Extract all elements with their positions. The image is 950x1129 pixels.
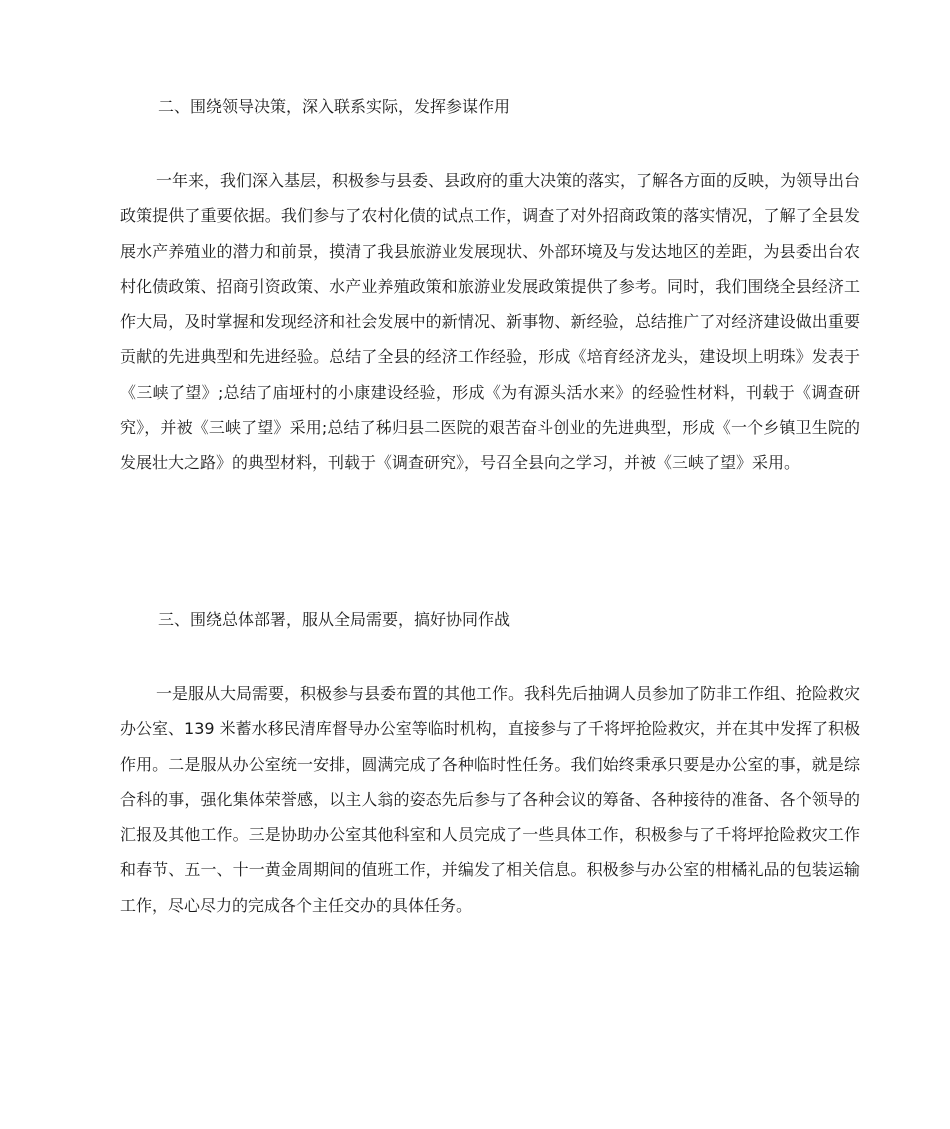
section-heading-2: 二、围绕领导决策，深入联系实际，发挥参谋作用 <box>158 97 511 116</box>
section-heading-3: 三、围绕总体部署，服从全局需要，搞好协同作战 <box>158 610 511 629</box>
section-paragraph-2: 一年来，我们深入基层，积极参与县委、县政府的重大决策的落实，了解各方面的反映，为领导出台政策提供了重要依据。我们参与了农村化债的试点工作，调查了对外招商政策的落实情况，了解了全县发展水产养殖业的潜力和前景，摸清了我县旅游业发展现状、外部环境及与发达地区的差距，为县委出台农村化债政策、招商引资政策、水产业养殖政策和旅游业发展政策提供了参考。同时，我们围绕全县经济工作大局，及时掌握和发现经济和社会发展中的新情况、新事物、新经验，总结推广了对经济建设做出重要贡献的先进典型和先进经验。总结了全县的经济工作经验，形成《培育经济龙头，建设坝上明珠》发表于《三峡了望》;总结了庙垭村的小康建设经验，形成《为有源头活水来》的经验性材料，刊载于《调查研究》，并被《三峡了望》采用;总结了秭归县二医院的艰苦奋斗创业的先进典型，形成《一个乡镇卫生院的发展壮大之路》的典型材料，刊载于《调查研究》，号召全县向之学习，并被《三峡了望》采用。 <box>120 171 861 473</box>
section-paragraph-3: 一是服从大局需要，积极参与县委布置的其他工作。我科先后抽调人员参加了防非工作组、抢险救灾办公室、139 米蓄水移民清库督导办公室等临时机构，直接参与了千将坪抢险救灾，并在其中发挥了积极作用。二是服从办公室统一安排，圆满完成了各种临时性任务。我们始终秉承只要是办公室的事，就是综合科的事，强化集体荣誉感，以主人翁的姿态先后参与了各种会议的筹备、各种接待的准备、各个领导的汇报及其他工作。三是协助办公室其他科室和人员完成了一些具体工作，积极参与了千将坪抢险救灾工作和春节、五一、十一黄金周期间的值班工作，并编发了相关信息。积极参与办公室的柑橘礼品的包装运输工作，尽心尽力的完成各个主任交办的具体任务。 <box>120 684 861 915</box>
